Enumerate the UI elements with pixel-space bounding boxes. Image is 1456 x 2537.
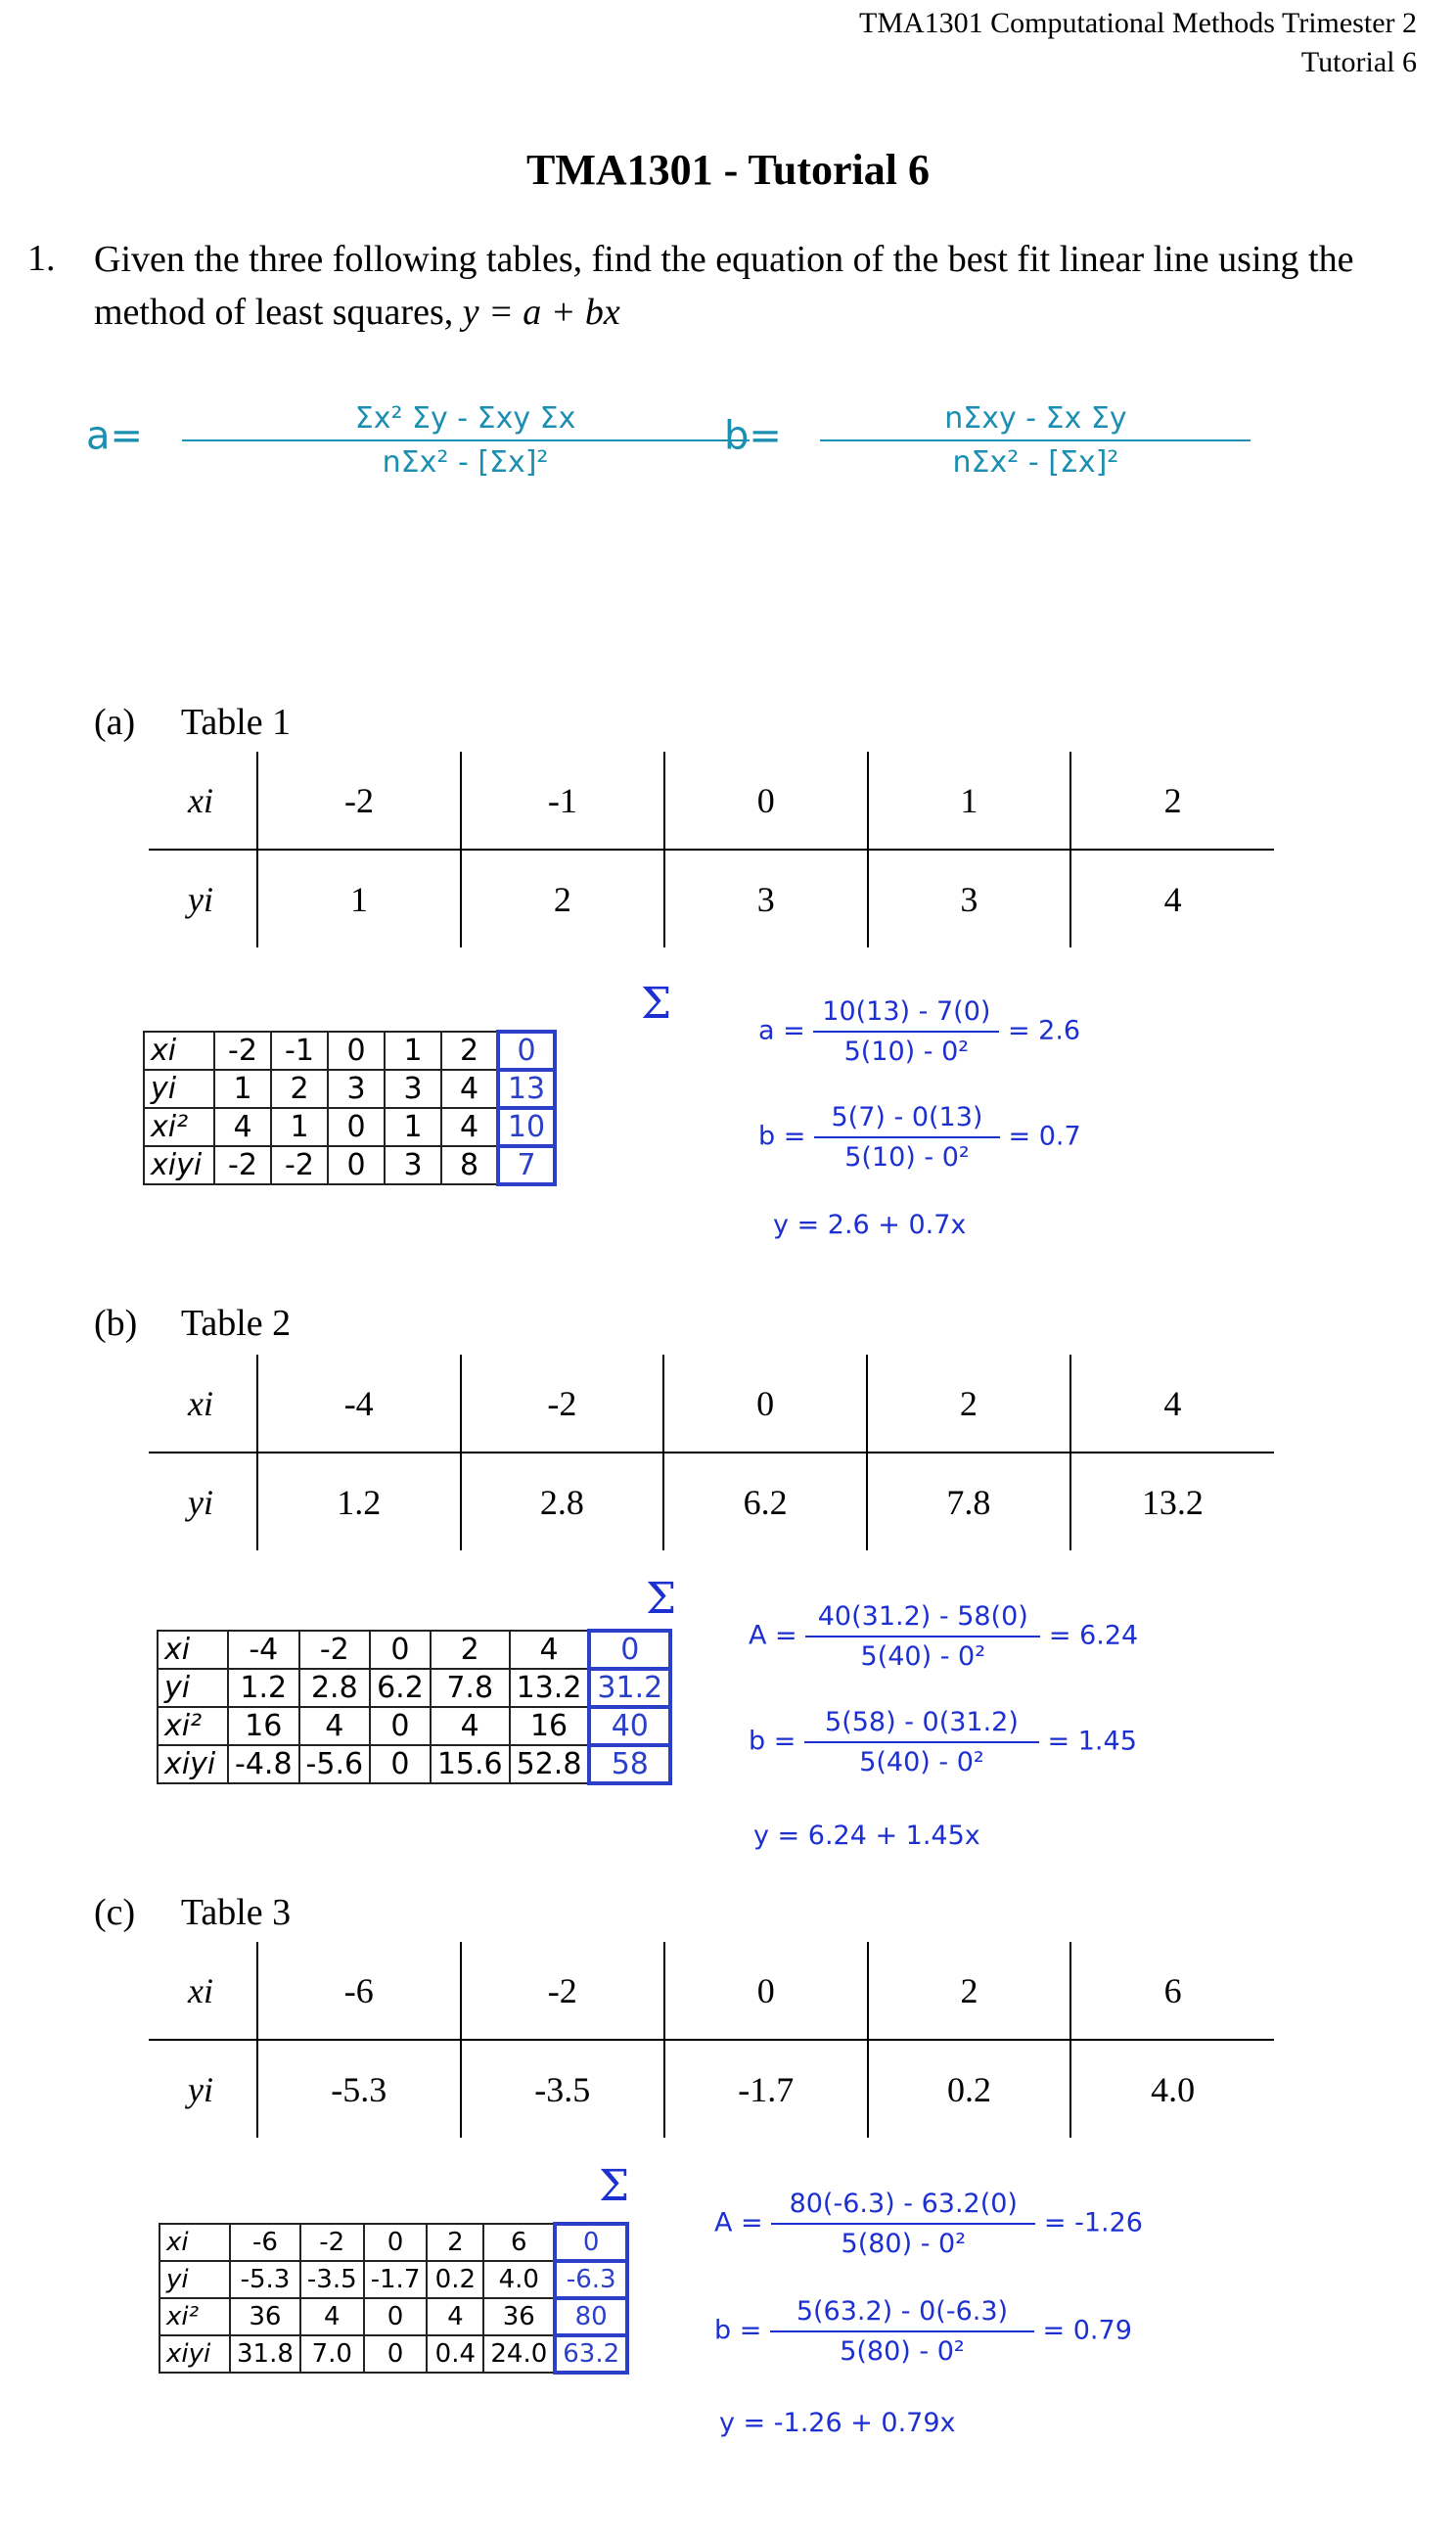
cell-y: 2.8 [461,1453,664,1550]
work-cell: 7.8 [431,1669,510,1707]
work-cell: 3 [385,1146,441,1184]
work-sum-cell: 40 [589,1707,670,1745]
part-c-work-table [159,2222,629,2375]
part-c-data-table [149,1942,1274,2138]
part-b-sigma: Σ [646,1574,677,1624]
table-row [149,1453,1274,1550]
cell-x: 4 [1070,1355,1274,1453]
work-cell: 1.2 [228,1669,299,1707]
part-a-b-result: = 0.7 [1008,1121,1081,1152]
table-row [149,1355,1274,1453]
work-row-label: xiyi [144,1146,214,1184]
question-body: Given the three following tables, find the equation of the best fit linear line using the method of least squares, [94,239,1354,333]
work-sum-cell: 80 [555,2298,627,2335]
work-cell: -2 [300,2224,364,2261]
work-cell: 2 [441,1032,498,1070]
cell-x: 2 [867,1355,1070,1453]
cell-x: 2 [1070,752,1274,850]
part-a-b-denominator: 5(10) - 0² [844,1142,970,1173]
table-row [144,1070,555,1108]
work-row-label: xi [159,2224,230,2261]
part-c-b-numerator: 5(63.2) - 0(-6.3) [770,2296,1034,2332]
work-row-label: xi² [158,1707,228,1745]
work-cell: 4 [300,2298,364,2335]
work-row-label: xiyi [159,2335,230,2373]
formula-b [724,401,1251,480]
work-row-label: yi [144,1070,214,1108]
formula-a-numerator: Σx² Σy - Σxy Σx [182,401,750,441]
table-row [158,1707,670,1745]
part-c-b-lhs: b = [714,2315,762,2346]
work-cell: -2 [271,1146,328,1184]
row-header-y: yi [149,1453,257,1550]
work-cell: 31.8 [230,2335,300,2373]
part-b-name: Table 2 [180,1303,292,1344]
work-cell: 16 [228,1707,299,1745]
table-row [144,1108,555,1146]
work-cell: -5.6 [299,1745,371,1783]
work-cell: 6.2 [370,1669,431,1707]
work-sum-cell: 0 [589,1631,670,1669]
part-c-heading [94,1891,291,1934]
work-cell: 1 [385,1108,441,1146]
part-a-b-lhs: b = [758,1121,806,1152]
cell-x: -2 [257,752,461,850]
table-row [149,2040,1274,2138]
part-c-a-lhs: A = [714,2207,763,2238]
cell-y: 1 [349,879,368,919]
part-a-work-table [143,1030,557,1186]
table-row [144,1146,555,1184]
work-cell: -4 [228,1631,299,1669]
work-cell: 4.0 [483,2261,555,2298]
cell-x: 0 [663,1355,867,1453]
cell-y: 2 [461,850,664,947]
cell-y: 7.8 [867,1453,1070,1550]
work-cell: 24.0 [483,2335,555,2373]
part-b-label: (b) [94,1303,138,1344]
cell-y: 6.2 [663,1453,867,1550]
work-cell: 52.8 [510,1745,590,1783]
part-a-heading [94,701,291,744]
part-a-a-result: = 2.6 [1007,1015,1081,1046]
cell-x: 0 [664,1942,868,2040]
part-a-b-calc [758,1102,1081,1173]
question-text [94,233,1434,339]
cell-y: 13.2 [1070,1453,1274,1550]
part-b-a-lhs: A = [749,1620,797,1651]
table-row [158,1669,670,1707]
part-b-a-calc [749,1601,1138,1672]
part-c-a-fraction [771,2189,1035,2259]
cell-x: -4 [257,1355,461,1453]
work-sum-cell: 31.2 [589,1669,670,1707]
question-number: 1. [27,238,56,279]
part-c-b-fraction [770,2296,1034,2367]
cell-y: 4 [1070,850,1274,947]
part-c-label: (c) [94,1892,136,1933]
part-a-a-calc [758,996,1080,1067]
part-b-a-result: = 6.24 [1048,1620,1139,1651]
work-cell: -2 [214,1146,271,1184]
work-cell: -5.3 [230,2261,300,2298]
cell-y: -5.3 [331,2069,387,2109]
work-cell: 7.0 [300,2335,364,2373]
part-b-b-numerator: 5(58) - 0(31.2) [804,1707,1039,1743]
work-sum-cell: -6.3 [555,2261,627,2298]
work-cell: -3.5 [300,2261,364,2298]
row-header-y: yi [149,850,257,947]
work-cell: 2 [431,1631,510,1669]
part-b-heading [94,1302,291,1345]
part-b-a-denominator: 5(40) - 0² [860,1641,986,1672]
cell-x: -1 [461,752,664,850]
row-header-x: xi [149,1355,257,1453]
work-cell: 2.8 [299,1669,371,1707]
work-cell: 4 [441,1070,498,1108]
part-a-a-numerator: 10(13) - 7(0) [813,996,999,1033]
table-row [159,2335,627,2373]
work-sum-cell: 10 [498,1108,555,1146]
table-row [158,1745,670,1783]
work-cell: 0 [370,1707,431,1745]
work-sum-cell: 7 [498,1146,555,1184]
part-b-work-table [157,1629,672,1785]
work-cell: 1 [385,1032,441,1070]
work-cell: 3 [328,1070,385,1108]
work-cell: 2 [271,1070,328,1108]
work-cell: 13.2 [510,1669,590,1707]
cell-y: 1.2 [337,1482,382,1522]
header-tutorial: Tutorial 6 [1300,46,1417,78]
work-cell: -2 [299,1631,371,1669]
part-b-result: y = 6.24 + 1.45x [753,1821,980,1851]
table-row [144,1032,555,1070]
work-sum-cell: 58 [589,1745,670,1783]
work-cell: 4 [431,1707,510,1745]
table-row [159,2298,627,2335]
formula-a-denominator: nΣx² - [Σx]² [382,445,549,480]
work-cell: 0 [370,1745,431,1783]
work-cell: 0 [364,2298,428,2335]
work-cell: -6 [230,2224,300,2261]
part-c-result: y = -1.26 + 0.79x [719,2408,956,2438]
work-sum-cell: 63.2 [555,2335,627,2373]
question-equation: y = a + bx [462,292,620,333]
work-row-label: yi [158,1669,228,1707]
work-row-label: xi² [144,1108,214,1146]
work-cell: 2 [427,2224,483,2261]
cell-x: -2 [461,1355,664,1453]
part-a-sigma: Σ [641,979,672,1029]
work-cell: 3 [385,1070,441,1108]
part-c-a-result: = -1.26 [1043,2207,1143,2238]
table-row [159,2261,627,2298]
part-c-b-denominator: 5(80) - 0² [840,2336,965,2367]
work-cell: 4 [510,1631,590,1669]
formula-b-denominator: nΣx² - [Σx]² [952,445,1119,480]
part-b-b-fraction [804,1707,1039,1777]
formula-b-fraction [820,401,1251,480]
work-sum-cell: 0 [555,2224,627,2261]
formula-b-numerator: nΣxy - Σx Σy [820,401,1251,441]
work-row-label: yi [159,2261,230,2298]
part-b-b-result: = 1.45 [1047,1726,1137,1757]
work-cell: 0 [328,1146,385,1184]
formula-a-fraction [182,401,750,480]
work-cell: 4 [427,2298,483,2335]
cell-x: 6 [1070,1942,1274,2040]
work-cell: 15.6 [431,1745,510,1783]
part-a-data-table [149,752,1274,947]
part-a-a-denominator: 5(10) - 0² [843,1037,970,1067]
part-b-a-numerator: 40(31.2) - 58(0) [805,1601,1040,1638]
part-b-a-fraction [805,1601,1040,1672]
cell-y: 3 [664,850,868,947]
part-b-data-table [149,1355,1274,1550]
work-cell: 36 [483,2298,555,2335]
part-c-a-numerator: 80(-6.3) - 63.2(0) [771,2189,1035,2225]
table-row [149,752,1274,850]
work-cell: 16 [510,1707,590,1745]
row-header-x: xi [149,1942,257,2040]
work-cell: 1 [271,1108,328,1146]
header-course: TMA1301 Computational Methods Trimester 2 [859,7,1417,39]
page-title: TMA1301 - Tutorial 6 [526,146,930,194]
work-cell: 4 [441,1108,498,1146]
work-sum-cell: 13 [498,1070,555,1108]
work-row-label: xi [158,1631,228,1669]
work-cell: 36 [230,2298,300,2335]
part-c-a-calc [714,2189,1143,2259]
table-row [149,850,1274,947]
formula-b-lhs: b= [724,413,782,459]
table-row [158,1631,670,1669]
cell-x: 0 [664,752,868,850]
cell-x: -6 [257,1942,461,2040]
part-a-a-lhs: a = [758,1015,805,1046]
part-c-a-denominator: 5(80) - 0² [841,2229,967,2259]
cell-x: 1 [868,752,1071,850]
work-row-label: xi² [159,2298,230,2335]
row-header-x: xi [149,752,257,850]
part-c-name: Table 3 [180,1892,292,1933]
work-row-label: xi [144,1032,214,1070]
part-b-b-calc [749,1707,1137,1777]
cell-y: -1.7 [664,2040,868,2138]
work-cell: 0 [328,1108,385,1146]
cell-y: 0.2 [868,2040,1071,2138]
work-row-label: xiyi [158,1745,228,1783]
part-a-label: (a) [94,702,136,743]
part-a-name: Table 1 [180,702,292,743]
work-cell: -2 [214,1032,271,1070]
part-a-result: y = 2.6 + 0.7x [773,1210,967,1240]
cell-x: -2 [461,1942,664,2040]
cell-y: 4.0 [1070,2040,1274,2138]
part-c-b-result: = 0.79 [1042,2315,1132,2346]
work-cell: -4.8 [228,1745,299,1783]
work-cell: 8 [441,1146,498,1184]
work-cell: 1 [214,1070,271,1108]
part-b-b-denominator: 5(40) - 0² [859,1747,984,1777]
work-cell: 0 [364,2335,428,2373]
work-cell: 6 [483,2224,555,2261]
part-c-sigma: Σ [599,2161,630,2211]
part-c-b-calc [714,2296,1132,2367]
cell-y: 3 [868,850,1071,947]
work-cell: 0.4 [427,2335,483,2373]
work-cell: 4 [299,1707,371,1745]
part-a-a-fraction [813,996,999,1067]
formula-a-lhs: a= [86,413,144,459]
cell-x: 2 [868,1942,1071,2040]
cell-y: -3.5 [461,2040,664,2138]
work-cell: 0 [370,1631,431,1669]
part-b-b-lhs: b = [749,1726,796,1757]
formula-a [86,401,750,480]
work-sum-cell: 0 [498,1032,555,1070]
part-a-b-fraction [814,1102,1000,1173]
work-cell: 0 [364,2224,428,2261]
row-header-y: yi [149,2040,257,2138]
table-row [149,1942,1274,2040]
part-a-b-numerator: 5(7) - 0(13) [814,1102,1000,1138]
work-cell: 0 [328,1032,385,1070]
work-cell: 0.2 [427,2261,483,2298]
table-row [159,2224,627,2261]
work-cell: -1 [271,1032,328,1070]
work-cell: 4 [214,1108,271,1146]
work-cell: -1.7 [364,2261,428,2298]
